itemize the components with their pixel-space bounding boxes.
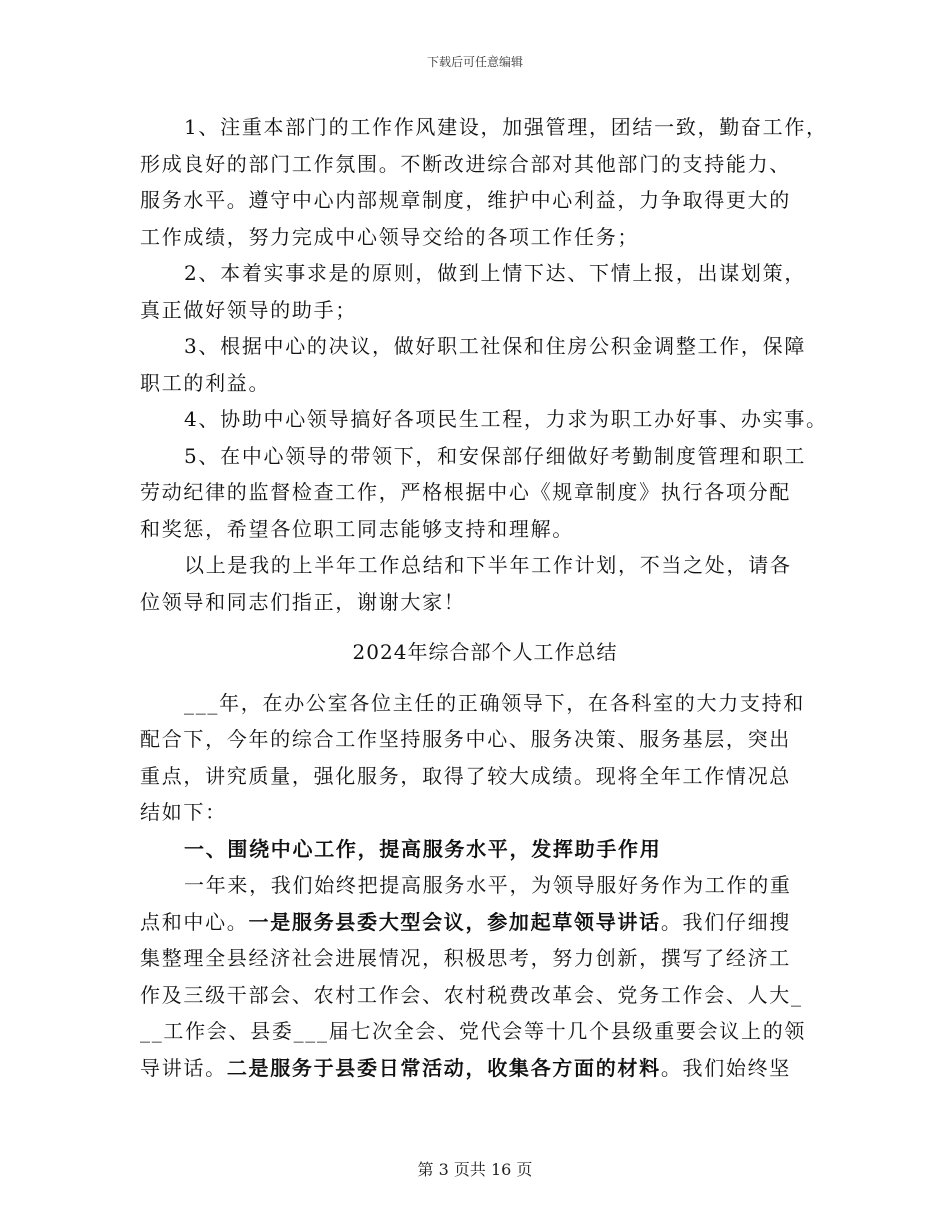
section-title: 2024年综合部个人工作总结 bbox=[352, 640, 618, 664]
paragraph-line: 服务水平。遵守中心内部规章制度，维护中心利益，力争取得更大的 bbox=[140, 188, 791, 212]
paragraph-line: 位领导和同志们指正，谢谢大家！ bbox=[140, 589, 466, 614]
paragraph-line: 形成良好的部门工作氛围。不断改进综合部对其他部门的支持能力、 bbox=[140, 151, 791, 176]
paragraph-line: 一年来，我们始终把提高服务水平，为领导服好务作为工作的重 bbox=[184, 873, 792, 897]
paragraph-line: ___年，在办公室各位主任的正确领导下，在各科室的大力支持和 bbox=[184, 690, 805, 715]
paragraph-line: 4、协助中心领导搞好各项民生工程，力求为职工办好事、办实事。 bbox=[184, 407, 828, 431]
text-run: 。我们仔细搜 bbox=[660, 909, 792, 934]
text-run: 。我们始终坚 bbox=[660, 1055, 792, 1080]
paragraph-line: 3、根据中心的决议，做好职工社保和住房公积金调整工作，保障 bbox=[184, 334, 807, 358]
paragraph-line: 职工的利益。 bbox=[140, 370, 271, 395]
bold-text-run: 一是服务县委大型会议，参加起草领导讲话 bbox=[248, 909, 661, 934]
paragraph-line bbox=[140, 1050, 830, 1087]
bold-text-run: 二是服务于县委日常活动，收集各方面的材料 bbox=[226, 1055, 661, 1080]
paragraph-line: 作及三级干部会、农村工作会、农村税费改革会、党务工作会、人大_ bbox=[140, 982, 803, 1007]
paragraph-line: 以上是我的上半年工作总结和下半年工作计划，不当之处，请各 bbox=[184, 553, 792, 577]
paragraph-line: 2、本着实事求是的原则，做到上情下达、下情上报，出谋划策， bbox=[184, 261, 807, 285]
page-footer-number: 第 3 页共 16 页 bbox=[417, 1160, 533, 1179]
paragraph-line: 劳动纪律的监督检查工作，严格根据中心《规章制度》执行各项分配 bbox=[140, 480, 791, 504]
paragraph-line: 1、注重本部门的工作作风建设，加强管理，团结一致，勤奋工作， bbox=[184, 115, 828, 139]
paragraph-line: 和奖惩，希望各位职工同志能够支持和理解。 bbox=[140, 516, 574, 541]
section-heading: 一、围绕中心工作，提高服务水平，发挥助手作用 bbox=[184, 836, 662, 861]
paragraph-line: 工作成绩，努力完成中心领导交给的各项工作任务； bbox=[140, 224, 640, 249]
document-body bbox=[140, 109, 830, 1086]
paragraph-line: 结如下： bbox=[140, 800, 227, 824]
paragraph-line: 5、在中心领导的带领下，和安保部仔细做好考勤制度管理和职工 bbox=[184, 443, 807, 468]
page-header-note: 下载后可任意编辑 bbox=[426, 55, 523, 69]
paragraph-line: 集整理全县经济社会进展情况，积极思考，努力创新，撰写了经济工 bbox=[140, 946, 791, 970]
paragraph-line bbox=[140, 904, 830, 941]
paragraph-line: 配合下，今年的综合工作坚持服务中心、服务决策、服务基层，突出 bbox=[140, 727, 791, 751]
paragraph-line: 重点，讲究质量，强化服务，取得了较大成绩。现将全年工作情况总 bbox=[140, 763, 791, 788]
paragraph-line: 真正做好领导的助手； bbox=[140, 297, 357, 322]
paragraph-line: __工作会、县委___届七次全会、党代会等十几个县级重要会议上的领 bbox=[140, 1019, 807, 1043]
text-run: 点和中心。 bbox=[140, 909, 249, 934]
text-run: 导讲话。 bbox=[140, 1055, 227, 1080]
